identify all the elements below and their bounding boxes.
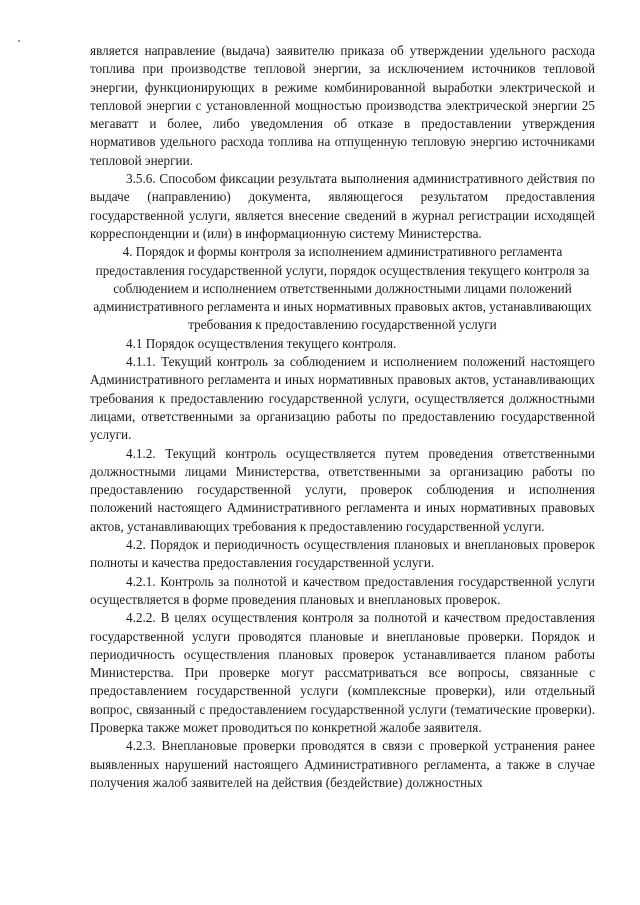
paragraph-4-1: 4.1 Порядок осуществления текущего контроля. <box>126 335 397 351</box>
paragraph-4-1-2: 4.1.2. Текущий контроль осуществляется путем проведения ответственными должностными лицами Министерства, ответственными за организацию работы по предоставлению государственной услуги, проверок соблюдения и исполнения положений настоящего Административного регламента и иных нормативных правовых актов, устанавливающих требования к предоставлению государственной услуги. <box>90 445 595 534</box>
paragraph-4-2-1: 4.2.1. Контроль за полнотой и качеством предоставления государственной услуги осуществляется в форме проведения плановых и внеплановых проверок. <box>90 573 595 607</box>
scan-speck <box>18 40 20 42</box>
paragraph-4-2: 4.2. Порядок и периодичность осуществления плановых и внеплановых проверок полноты и качества предоставления государственной услуги. <box>90 537 595 571</box>
paragraph-4-1-1: 4.1.1. Текущий контроль за соблюдением и исполнением положений настоящего Административного регламента и иных нормативных правовых актов, устанавливающих требования к предоставлению государственной услуги, осуществляется должностными лицами, ответственными за организацию работы по предоставлению государственной услуги. <box>90 354 595 443</box>
paragraph-continuation: является направление (выдача) заявителю приказа об утверждении удельного расхода топлива при производстве тепловой энергии, за исключением источников тепловой энергии, функционирующих в режиме комбинированной выработки электрической и тепловой энергии с установленной мощностью производства электрической энергии 25 мегаватт и более, либо уведомления об отказе в предоставлении утверждения нормативов удельного расхода топлива на отпущенную тепловую энергию источниками тепловой энергии. <box>90 43 595 168</box>
paragraph-4-2-3: 4.2.3. Внеплановые проверки проводятся в связи с проверкой устранения ранее выявленных нарушений настоящего Административного регламента, а также в случае получения жалоб заявителей на действия (бездействие) должностных <box>90 738 595 790</box>
paragraph-4-2-2: 4.2.2. В целях осуществления контроля за полнотой и качеством предоставления государственной услуги проводятся плановые и внеплановые проверки. Порядок и периодичность осуществления плановых проверок устанавливается планом работы Министерства. При проверке могут рассматриваться все вопросы, связанные с предоставлением государственной услуги (комплексные проверки), или отдельный вопрос, связанный с предоставлением государственной услуги (тематические проверки). Проверка также может проводиться по конкретной жалобе заявителя. <box>90 610 595 735</box>
section-heading-4: 4. Порядок и формы контроля за исполнением административного регламента предоставления государственной услуги, порядок осуществления текущего контроля за соблюдением и исполнением ответственными должностными лицами положений административного регламента и иных нормативных правовых актов, устанавливающих требования к предоставлению государственной услуги <box>93 244 592 333</box>
paragraph-3-5-6: 3.5.6. Способом фиксации результата выполнения административного действия по выдаче (направлению) документа, являющегося результатом предоставления государственной услуги, является внесение сведений в журнал регистрации исходящей корреспонденции и (или) в информационную систему Министерства. <box>90 171 595 241</box>
document-body <box>90 42 595 792</box>
